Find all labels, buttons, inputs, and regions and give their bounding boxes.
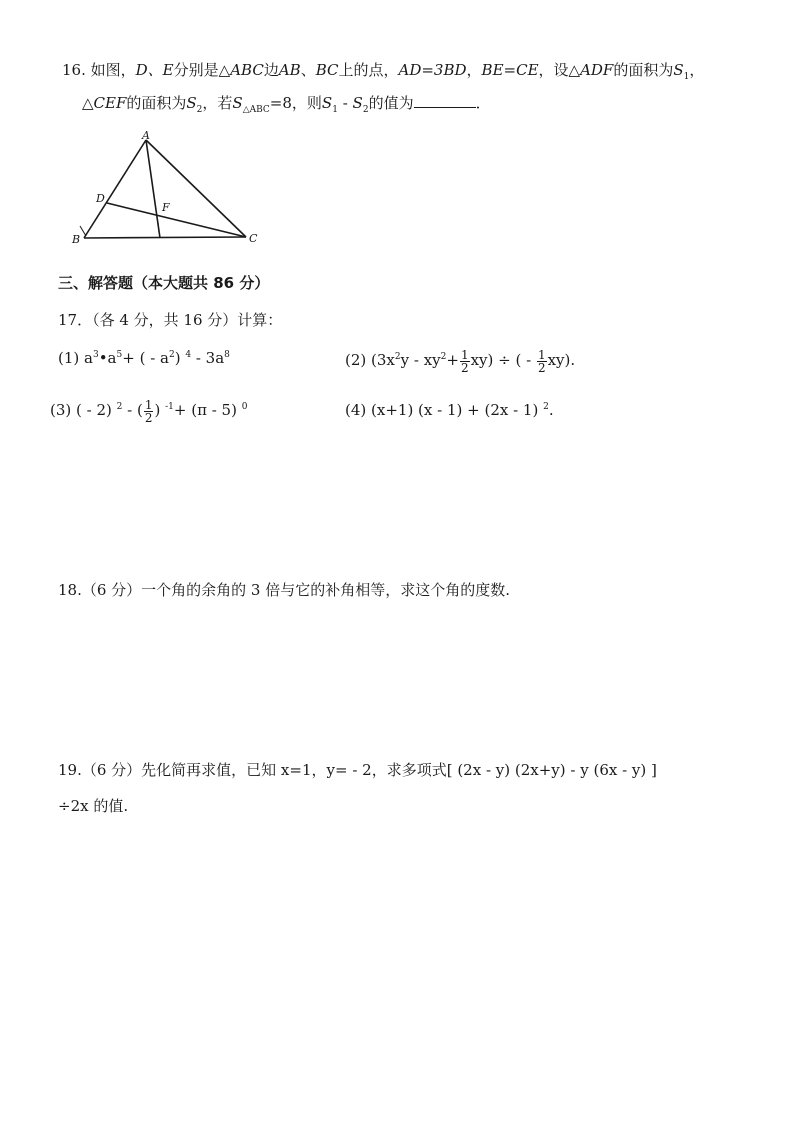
q16-text: 的面积为 xyxy=(126,94,187,112)
expr: •a xyxy=(98,349,117,367)
q19-line2: ÷2x 的值. xyxy=(58,797,129,815)
exp: 2 xyxy=(440,352,447,362)
q16-var: △CEF xyxy=(82,94,127,112)
exp: 2 xyxy=(543,402,549,412)
q16-var: S xyxy=(186,94,197,112)
fraction xyxy=(537,349,547,374)
denominator: 2 xyxy=(537,360,546,375)
section-title: 三、解答题（本大题共 86 分） xyxy=(58,274,270,292)
expr: + ( - a xyxy=(122,349,169,367)
q16-text: ， xyxy=(466,61,482,79)
q16-text: 边 xyxy=(263,61,279,79)
exp: 0 xyxy=(241,402,248,412)
expr: (4) (x+1) (x - 1) + (2x - 1) xyxy=(345,401,544,419)
q16-text: 分别是△ xyxy=(173,61,231,79)
numerator: 1 xyxy=(144,397,153,412)
expr: xy). xyxy=(547,351,576,369)
q16-line2 xyxy=(82,93,491,120)
q16-var: ADF xyxy=(580,61,614,79)
label-c: C xyxy=(249,232,258,245)
expr: . xyxy=(548,401,554,419)
q16-var: BE=CE xyxy=(481,61,539,79)
expr: y - xy xyxy=(400,351,441,369)
q16-sub: 2 xyxy=(362,105,369,115)
q16-text: 的面积为 xyxy=(613,61,674,79)
exp: 2 xyxy=(168,350,175,360)
segment-ac xyxy=(146,140,246,237)
q16-text: =8，则 xyxy=(269,94,322,112)
q18-text: 18.（6 分）一个角的余角的 3 倍与它的补角相等，求这个角的度数. xyxy=(58,581,511,599)
fraction xyxy=(144,399,154,424)
label-f: F xyxy=(162,201,170,214)
exp: 2 xyxy=(394,352,401,362)
q16-text: 上的点， xyxy=(338,61,399,79)
expr: ) xyxy=(154,401,166,419)
expr: xy) ÷ ( - xyxy=(470,351,536,369)
q16-text: 如图， xyxy=(90,61,136,79)
q17-part1 xyxy=(58,345,230,368)
q16-text: 的值为 xyxy=(368,94,414,112)
q16-var: BC xyxy=(315,61,339,79)
q17-part3 xyxy=(50,392,247,425)
q16-var: S xyxy=(232,94,243,112)
segment-bc xyxy=(84,237,246,238)
expr: + (π - 5) xyxy=(173,401,242,419)
expr: - 3a xyxy=(191,349,225,367)
expr: (1) a xyxy=(58,349,93,367)
label-a: A xyxy=(142,130,150,142)
triangle-figure xyxy=(70,130,270,248)
q16-var: S xyxy=(673,61,684,79)
expr: ) xyxy=(174,349,186,367)
answer-blank[interactable] xyxy=(414,93,476,108)
q16-var: D、E xyxy=(135,61,174,79)
numerator: 1 xyxy=(460,347,469,362)
q17-part4 xyxy=(345,397,554,420)
segment-dc xyxy=(107,203,246,237)
exp: 5 xyxy=(116,350,123,360)
q16-var: S xyxy=(321,94,333,112)
exp: 2 xyxy=(116,402,123,412)
q16-number: 16. xyxy=(62,61,86,79)
q16-text: ． xyxy=(475,94,491,112)
q16-var: AD=3BD xyxy=(398,61,467,79)
q17-head: 17．（各 4 分，共 16 分）计算： xyxy=(58,311,283,329)
q16-text: ，设△ xyxy=(538,61,581,79)
q16-text: ， xyxy=(689,61,705,79)
q17-part2 xyxy=(345,342,575,375)
q16-text: ，若 xyxy=(202,94,233,112)
q16-sub: 1 xyxy=(332,105,338,115)
numerator: 1 xyxy=(537,347,546,362)
q16-sub: △ABC xyxy=(242,105,270,115)
expr: + xyxy=(446,351,459,369)
q16-var: AB xyxy=(278,61,301,79)
segment-ab xyxy=(84,140,146,238)
exp: -1 xyxy=(165,402,174,412)
denominator: 2 xyxy=(460,360,469,375)
tick-mark xyxy=(80,226,86,236)
fraction xyxy=(460,349,470,374)
q16-var: S xyxy=(352,94,363,112)
label-d: D xyxy=(96,192,105,205)
q16-var: ABC xyxy=(230,61,264,79)
q16-line1 xyxy=(62,60,704,87)
q16-sub: 2 xyxy=(196,105,203,115)
denominator: 2 xyxy=(144,410,153,425)
q19-line1: 19.（6 分）先化简再求值，已知 x=1，y= - 2，求多项式[ (2x - y) (2x+y) - y (6x - y) ] xyxy=(58,761,657,779)
expr: (3) ( - 2) xyxy=(50,401,117,419)
exp: 3 xyxy=(92,350,99,360)
q16-sub: 1 xyxy=(683,72,690,82)
q16-text: - xyxy=(337,94,353,112)
exp: 8 xyxy=(224,350,230,360)
expr: (2) (3x xyxy=(345,351,395,369)
exp: 4 xyxy=(185,350,192,360)
q16-text: 、 xyxy=(300,61,316,79)
expr: - ( xyxy=(122,401,143,419)
label-b: B xyxy=(72,233,81,246)
